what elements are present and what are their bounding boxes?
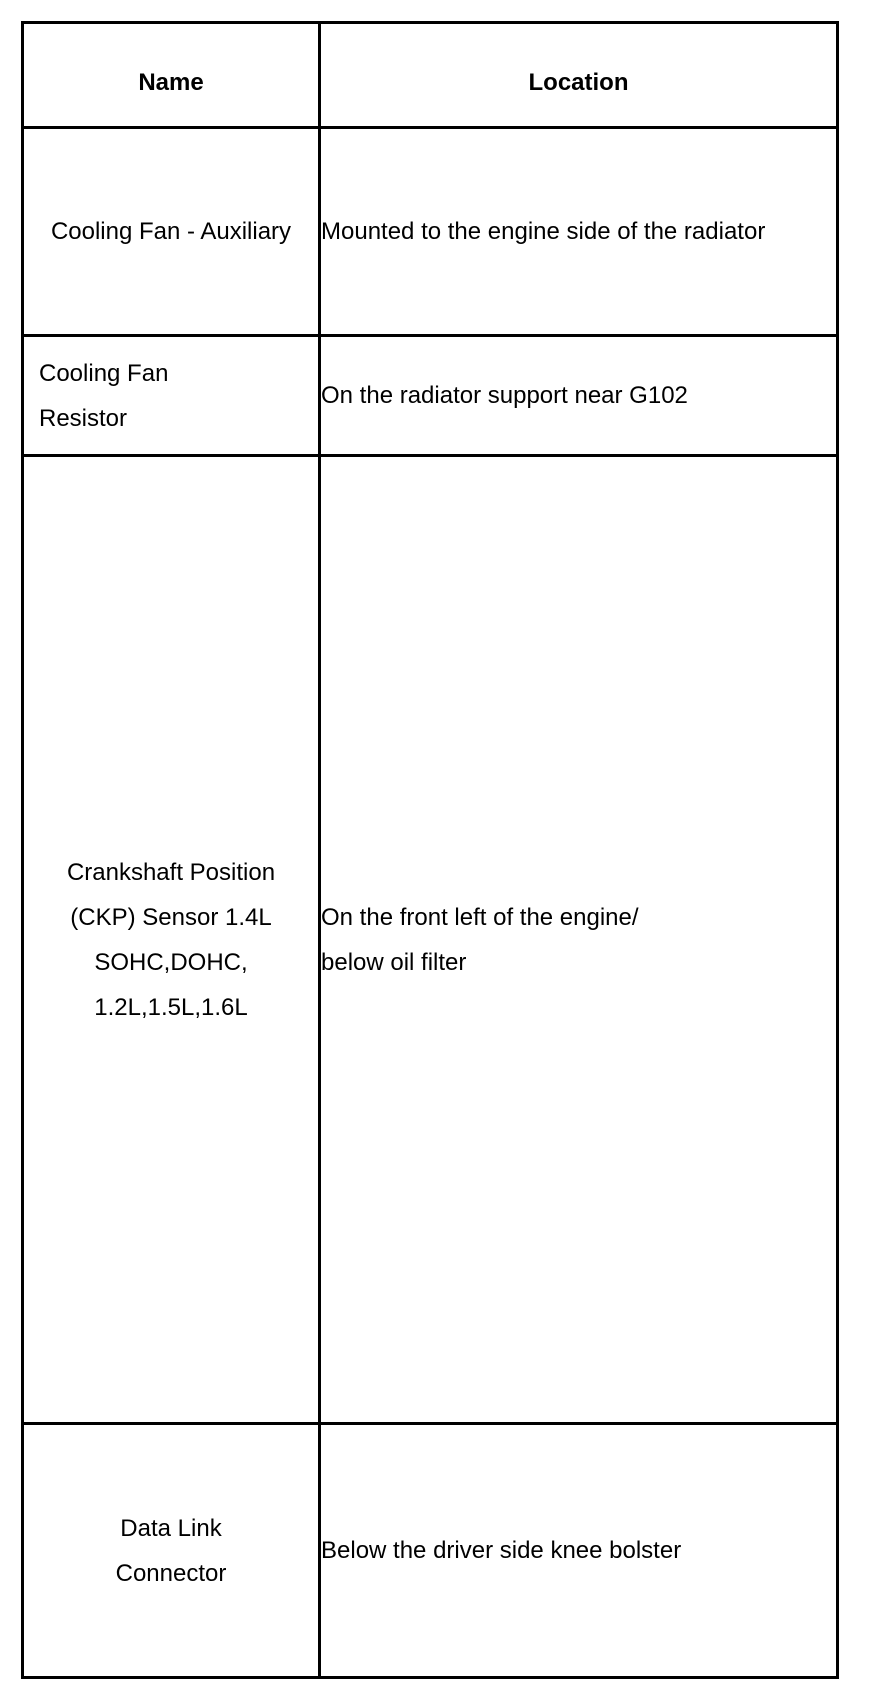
location-cell <box>320 128 838 336</box>
table-row <box>23 456 838 1424</box>
component-location: Mounted to the engine side of the radiator <box>321 218 766 245</box>
location-cell <box>320 1424 838 1678</box>
table-row <box>23 336 838 456</box>
location-cell <box>320 336 838 456</box>
table-row <box>23 128 838 336</box>
component-name: Crankshaft Position (CKP) Sensor 1.4L SOHC,DOHC, 1.2L,1.5L,1.6L <box>66 858 276 1021</box>
name-cell <box>23 1424 320 1678</box>
location-cell <box>320 456 838 1424</box>
component-name: Cooling Fan Resistor <box>39 359 169 432</box>
component-location: On the radiator support near G102 <box>321 382 688 409</box>
name-cell <box>23 336 320 456</box>
name-cell <box>23 456 320 1424</box>
name-column-header: Name <box>23 23 320 128</box>
component-location: On the front left of the engine/ below oil filter <box>321 903 639 976</box>
component-location: Below the driver side knee bolster <box>321 1537 682 1564</box>
component-name: Cooling Fan - Auxiliary <box>50 218 292 245</box>
component-location-table <box>21 21 839 1679</box>
table-header-row <box>23 23 838 128</box>
table-row <box>23 1424 838 1678</box>
name-cell <box>23 128 320 336</box>
component-name: Data Link Connector <box>115 1514 227 1587</box>
location-column-header: Location <box>320 23 838 128</box>
